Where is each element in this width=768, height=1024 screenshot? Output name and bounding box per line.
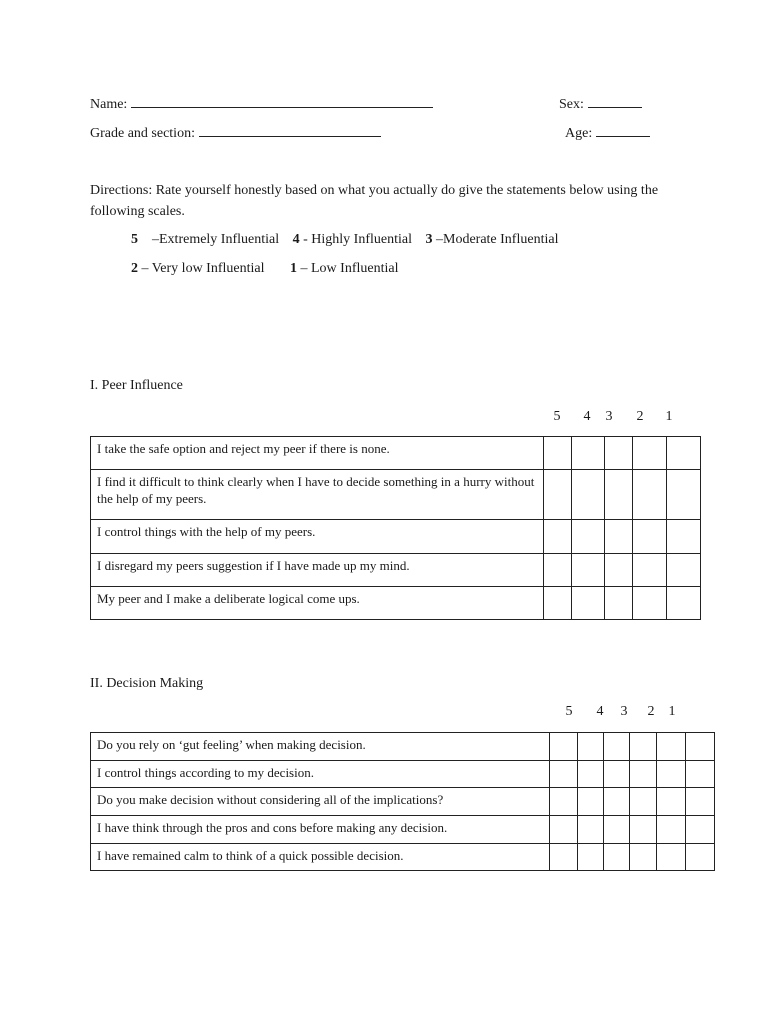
table-row xyxy=(91,788,715,816)
rating-cell-5[interactable] xyxy=(549,788,577,816)
rating-cell-4[interactable] xyxy=(578,761,603,788)
rating-cell-5[interactable] xyxy=(543,520,571,554)
scale-2: 2 – Very low Influential xyxy=(131,261,265,276)
sex-field xyxy=(559,93,642,114)
table-row xyxy=(91,437,701,470)
grade-section-blank[interactable] xyxy=(199,122,381,137)
rating-cell-3[interactable] xyxy=(603,816,629,844)
rating-cell-2[interactable] xyxy=(630,844,657,871)
age-field xyxy=(565,122,650,143)
rating-cell-3[interactable] xyxy=(604,470,632,520)
rating-cell-extra[interactable] xyxy=(685,761,714,788)
rating-cell-2[interactable] xyxy=(632,437,666,470)
rating-header-3: 3 xyxy=(605,409,613,424)
rating-cell-5[interactable] xyxy=(549,844,577,871)
rating-cell-4[interactable] xyxy=(571,437,604,470)
name-blank[interactable] xyxy=(131,93,433,108)
scale-4: 4 - Highly Influential xyxy=(292,232,412,247)
rating-cell-extra[interactable] xyxy=(685,733,714,761)
scale-3: 3 –Moderate Influential xyxy=(425,232,559,247)
rating-cell-1[interactable] xyxy=(657,733,685,761)
table-row xyxy=(91,554,701,587)
table-row xyxy=(91,844,715,871)
rating-header-2: 2 xyxy=(636,409,644,424)
name-label: Name: xyxy=(90,97,128,112)
statement-cell: I find it difficult to think clearly when I have to decide something in a hurry without the help of my peers. xyxy=(91,470,544,520)
rating-header-3: 3 xyxy=(620,704,628,719)
rating-cell-3[interactable] xyxy=(603,844,629,871)
table-row xyxy=(91,816,715,844)
statement-cell: My peer and I make a deliberate logical come ups. xyxy=(91,587,544,620)
rating-header-5: 5 xyxy=(565,704,573,719)
statement-cell: I disregard my peers suggestion if I have made up my mind. xyxy=(91,554,544,587)
scale-line-2 xyxy=(131,260,408,278)
rating-cell-2[interactable] xyxy=(630,788,657,816)
statement-cell: I take the safe option and reject my peer if there is none. xyxy=(91,437,544,470)
rating-cell-4[interactable] xyxy=(578,844,603,871)
table-row xyxy=(91,733,715,761)
sex-blank[interactable] xyxy=(588,93,642,108)
age-blank[interactable] xyxy=(596,122,650,137)
section-title-decision-making: II. Decision Making xyxy=(90,676,204,691)
rating-header-1: 1 xyxy=(665,409,673,424)
rating-header-4: 4 xyxy=(583,409,591,424)
grade-section-label: Grade and section: xyxy=(90,126,195,141)
rating-cell-4[interactable] xyxy=(571,587,604,620)
statement-cell: I have think through the pros and cons before making any decision. xyxy=(91,816,550,844)
rating-cell-2[interactable] xyxy=(630,816,657,844)
rating-cell-5[interactable] xyxy=(549,761,577,788)
rating-cell-extra[interactable] xyxy=(685,816,714,844)
age-label: Age: xyxy=(565,126,593,141)
statement-cell: Do you rely on ‘gut feeling’ when making decision. xyxy=(91,733,550,761)
rating-cell-4[interactable] xyxy=(578,788,603,816)
rating-cell-4[interactable] xyxy=(578,733,603,761)
scale-line-1 xyxy=(131,231,568,249)
rating-cell-5[interactable] xyxy=(543,470,571,520)
rating-cell-2[interactable] xyxy=(632,520,666,554)
rating-cell-1[interactable] xyxy=(666,520,700,554)
rating-cell-1[interactable] xyxy=(657,761,685,788)
rating-cell-4[interactable] xyxy=(578,816,603,844)
rating-cell-1[interactable] xyxy=(657,844,685,871)
rating-header-5: 5 xyxy=(553,409,561,424)
directions-text: Directions: Rate yourself honestly based on what you actually do give the statements below using the following scales. xyxy=(90,183,659,219)
table-row xyxy=(91,587,701,620)
name-field xyxy=(90,93,433,114)
scale-1: 1 – Low Influential xyxy=(290,261,399,276)
grade-section-field xyxy=(90,122,381,143)
table-row xyxy=(91,470,701,520)
rating-cell-4[interactable] xyxy=(571,470,604,520)
rating-cell-4[interactable] xyxy=(571,554,604,587)
rating-cell-1[interactable] xyxy=(666,587,700,620)
rating-cell-1[interactable] xyxy=(657,788,685,816)
rating-cell-5[interactable] xyxy=(549,733,577,761)
sex-label: Sex: xyxy=(559,97,584,112)
rating-cell-2[interactable] xyxy=(632,587,666,620)
table-row xyxy=(91,761,715,788)
scale-5: 5 –Extremely Influential xyxy=(131,232,280,247)
rating-cell-4[interactable] xyxy=(571,520,604,554)
section-title-peer-influence: I. Peer Influence xyxy=(90,378,183,393)
rating-cell-2[interactable] xyxy=(630,733,657,761)
rating-cell-3[interactable] xyxy=(604,520,632,554)
rating-cell-1[interactable] xyxy=(657,816,685,844)
statement-cell: I control things according to my decision. xyxy=(91,761,550,788)
table-row xyxy=(91,520,701,554)
rating-cell-3[interactable] xyxy=(603,733,629,761)
rating-cell-1[interactable] xyxy=(666,470,700,520)
rating-cell-5[interactable] xyxy=(543,554,571,587)
rating-cell-extra[interactable] xyxy=(685,844,714,871)
rating-header-1: 1 xyxy=(668,704,676,719)
decision-making-table xyxy=(90,732,715,871)
rating-cell-5[interactable] xyxy=(543,587,571,620)
rating-cell-3[interactable] xyxy=(604,554,632,587)
peer-influence-table xyxy=(90,436,701,620)
rating-cell-5[interactable] xyxy=(543,437,571,470)
rating-cell-5[interactable] xyxy=(549,816,577,844)
rating-cell-2[interactable] xyxy=(632,554,666,587)
rating-cell-3[interactable] xyxy=(604,587,632,620)
statement-cell: I control things with the help of my peers. xyxy=(91,520,544,554)
rating-cell-1[interactable] xyxy=(666,437,700,470)
rating-cell-1[interactable] xyxy=(666,554,700,587)
rating-cell-2[interactable] xyxy=(630,761,657,788)
rating-cell-3[interactable] xyxy=(603,761,629,788)
rating-cell-3[interactable] xyxy=(604,437,632,470)
rating-cell-2[interactable] xyxy=(632,470,666,520)
statement-cell: Do you make decision without considering all of the implications? xyxy=(91,788,550,816)
rating-cell-3[interactable] xyxy=(603,788,629,816)
rating-header-2: 2 xyxy=(647,704,655,719)
rating-cell-extra[interactable] xyxy=(685,788,714,816)
statement-cell: I have remained calm to think of a quick possible decision. xyxy=(91,844,550,871)
rating-header-4: 4 xyxy=(596,704,604,719)
